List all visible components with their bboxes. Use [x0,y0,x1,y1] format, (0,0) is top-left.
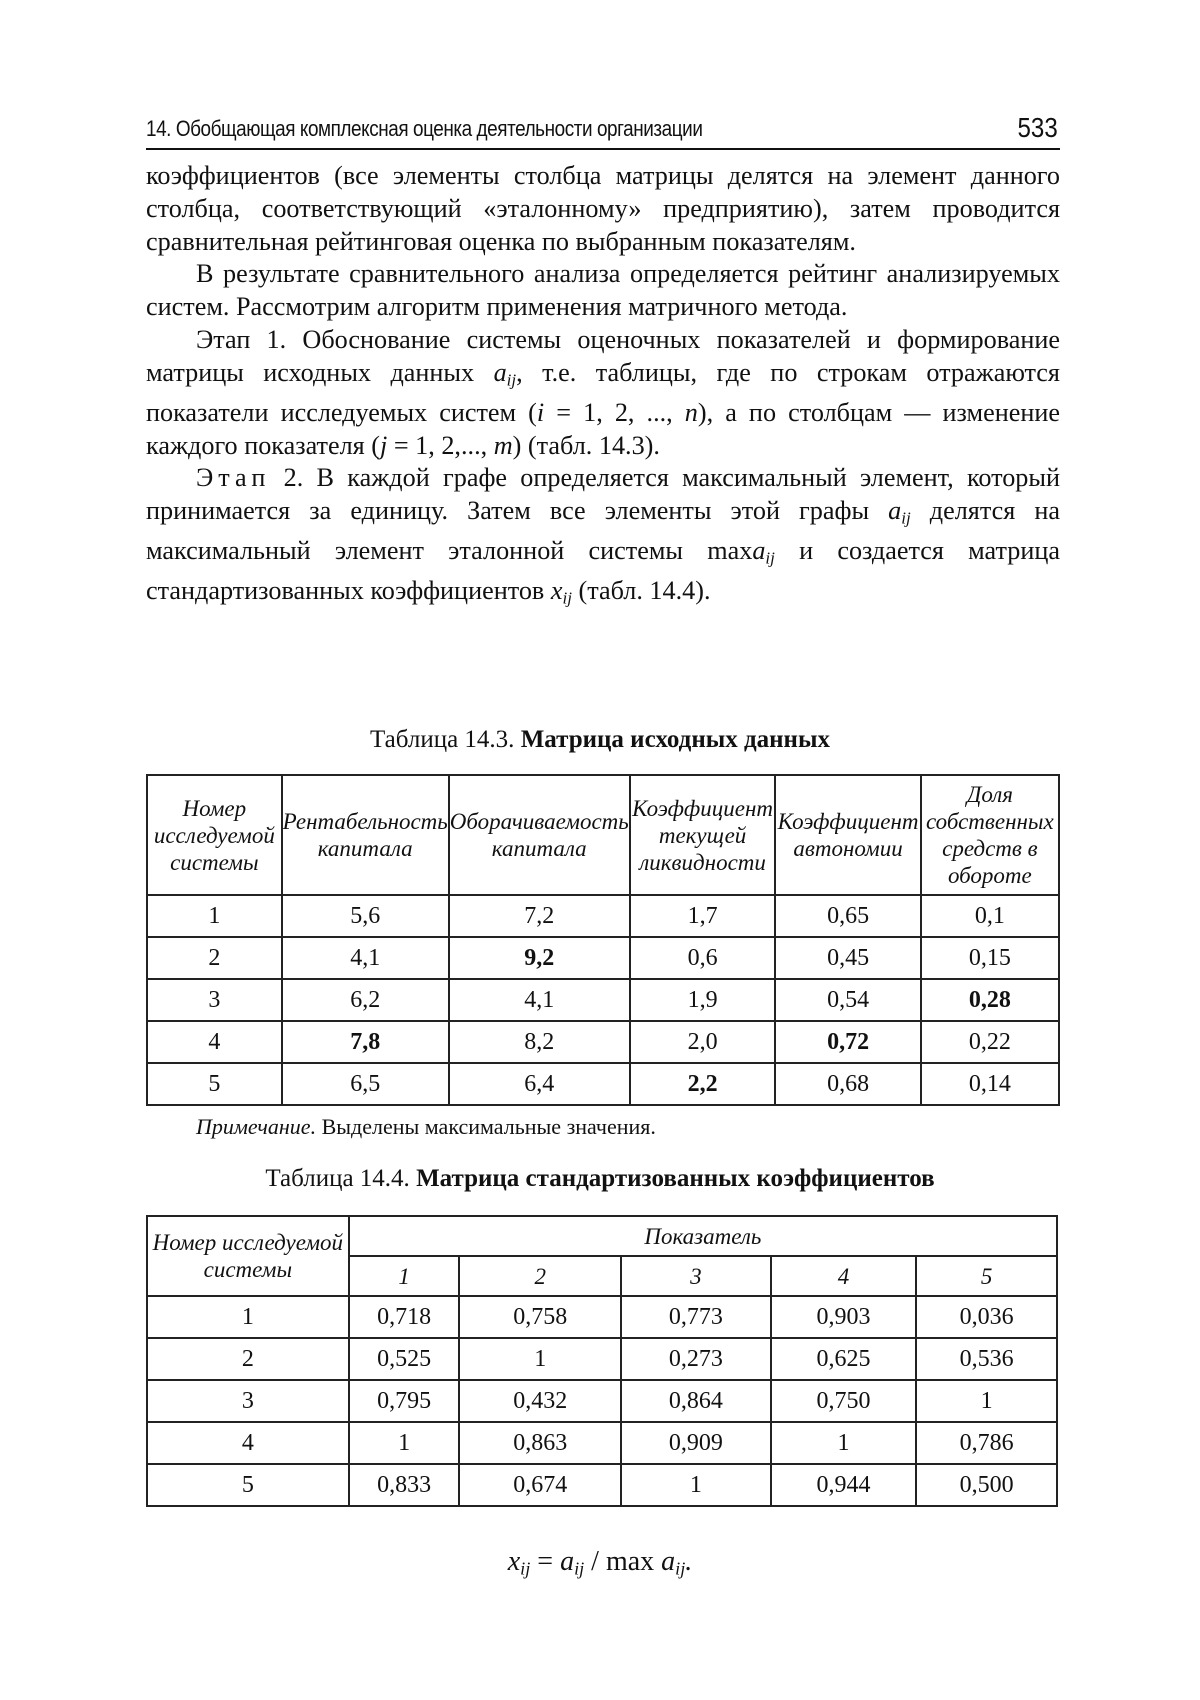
table-row [147,979,1059,1021]
value-cell: 1 [349,1422,460,1464]
table-row [147,1380,1057,1422]
value-cell: 0,773 [621,1296,771,1338]
indicator-number: 2 [459,1256,621,1296]
value-cell: 5,6 [282,895,449,937]
chapter-title: 14. Обобщающая комплексная оценка деятельности организации [146,116,703,141]
system-number-cell: 3 [147,1380,349,1422]
table-row [147,937,1059,979]
table-row [147,1464,1057,1506]
page-number: 533 [1017,112,1058,143]
value-cell: 0,758 [459,1296,621,1338]
system-number-cell: 3 [147,979,282,1021]
running-header [146,112,1060,150]
indicator-number: 3 [621,1256,771,1296]
value-cell: 0,1 [921,895,1059,937]
value-cell: 1,9 [630,979,776,1021]
value-cell: 0,786 [916,1422,1057,1464]
value-cell: 1 [916,1380,1057,1422]
header-system: Номер исследуемой системы [147,1216,349,1296]
system-number-cell: 1 [147,1296,349,1338]
system-number-cell: 2 [147,937,282,979]
header-profitability: Рентабельность капитала [282,775,449,895]
value-cell: 0,674 [459,1464,621,1506]
table-2-caption: Таблица 14.4. Матрица стандартизованных коэффициентов [265,1165,935,1192]
header-own-funds: Доля собственных средств в обороте [921,775,1059,895]
value-cell: 1 [459,1338,621,1380]
value-cell: 0,6 [630,937,776,979]
value-cell: 0,45 [775,937,920,979]
table-header-row [147,775,1059,895]
body-text [146,160,1060,615]
indicator-number: 1 [349,1256,460,1296]
value-cell: 0,536 [916,1338,1057,1380]
value-cell: 0,864 [621,1380,771,1422]
table-row [147,895,1059,937]
value-cell: 0,500 [916,1464,1057,1506]
value-cell: 1 [771,1422,917,1464]
value-cell: 0,72 [775,1021,920,1063]
indicator-number: 5 [916,1256,1057,1296]
value-cell: 0,14 [921,1063,1059,1105]
table-row [147,1063,1059,1105]
value-cell: 0,54 [775,979,920,1021]
indicator-number: 4 [771,1256,917,1296]
value-cell: 0,718 [349,1296,460,1338]
value-cell: 0,22 [921,1021,1059,1063]
value-cell: 8,2 [449,1021,630,1063]
value-cell: 7,8 [282,1021,449,1063]
value-cell: 7,2 [449,895,630,937]
value-cell: 6,4 [449,1063,630,1105]
value-cell: 4,1 [449,979,630,1021]
value-cell: 0,944 [771,1464,917,1506]
value-cell: 0,273 [621,1338,771,1380]
table-1-caption: Таблица 14.3. Матрица исходных данных [370,726,830,753]
formula: $x_{ij} = a_{ij} / \max a_{ij}$. [507,1546,693,1579]
value-cell: 6,5 [282,1063,449,1105]
value-cell: 2,0 [630,1021,776,1063]
paragraph-4: Этап 2. В каждой графе определяется максимальный элемент, который принимается за единицу. Затем все элементы этой графы $a_{ij}$ делятся на максимальный элемент эталонной системы maxa$_{ij}$ и создается матрица стандартизованных коэффициентов $x_{ij}$ (табл. 14.4). [146,463,1060,608]
header-liquidity: Коэффициент текущей ликвидности [630,775,776,895]
paragraph-3: Этап 1. Обоснование системы оценочных показателей и формирование матрицы исходных данных $a_{ij}$, т.е. таблицы, где по строкам отражаются показатели исследуемых систем (i = 1, 2, ..., n), а по столбцам — изменение каждого показателя (j = 1, 2,..., m) (табл. 14.3). [146,324,1060,460]
table-row [147,1422,1057,1464]
value-cell: 0,036 [916,1296,1057,1338]
standardized-table [146,1215,1058,1507]
source-data-table [146,774,1060,1106]
system-number-cell: 4 [147,1021,282,1063]
value-cell: 0,28 [921,979,1059,1021]
value-cell: 0,750 [771,1380,917,1422]
value-cell: 6,2 [282,979,449,1021]
system-number-cell: 5 [147,1063,282,1105]
value-cell: 1,7 [630,895,776,937]
value-cell: 0,795 [349,1380,460,1422]
value-cell: 0,432 [459,1380,621,1422]
value-cell: 2,2 [630,1063,776,1105]
value-cell: 0,15 [921,937,1059,979]
value-cell: 0,625 [771,1338,917,1380]
table-row [147,1296,1057,1338]
table-row [147,1021,1059,1063]
system-number-cell: 5 [147,1464,349,1506]
value-cell: 0,833 [349,1464,460,1506]
paragraph-1: коэффициентов (все элементы столбца матрицы делятся на элемент данного столбца, соответствующий «эталонному» предприятию), затем проводится сравнительная рейтинговая оценка по выбранным показателям. [146,161,1060,256]
value-cell: 0,525 [349,1338,460,1380]
value-cell: 0,863 [459,1422,621,1464]
value-cell: 9,2 [449,937,630,979]
value-cell: 0,903 [771,1296,917,1338]
value-cell: 0,68 [775,1063,920,1105]
header-autonomy: Коэффициент автономии [775,775,920,895]
header-system: Номер исследуемой системы [147,775,282,895]
value-cell: 0,65 [775,895,920,937]
value-cell: 4,1 [282,937,449,979]
system-number-cell: 1 [147,895,282,937]
paragraph-2: В результате сравнительного анализа определяется рейтинг анализируемых систем. Рассмотрим алгоритм применения матричного метода. [146,259,1060,322]
header-turnover: Оборачиваемость капитала [449,775,630,895]
system-number-cell: 4 [147,1422,349,1464]
system-number-cell: 2 [147,1338,349,1380]
value-cell: 0,909 [621,1422,771,1464]
header-indicator: Показатель [349,1216,1057,1256]
table-row [147,1338,1057,1380]
table-note: Примечание. Выделены максимальные значения. [196,1114,656,1139]
value-cell: 1 [621,1464,771,1506]
